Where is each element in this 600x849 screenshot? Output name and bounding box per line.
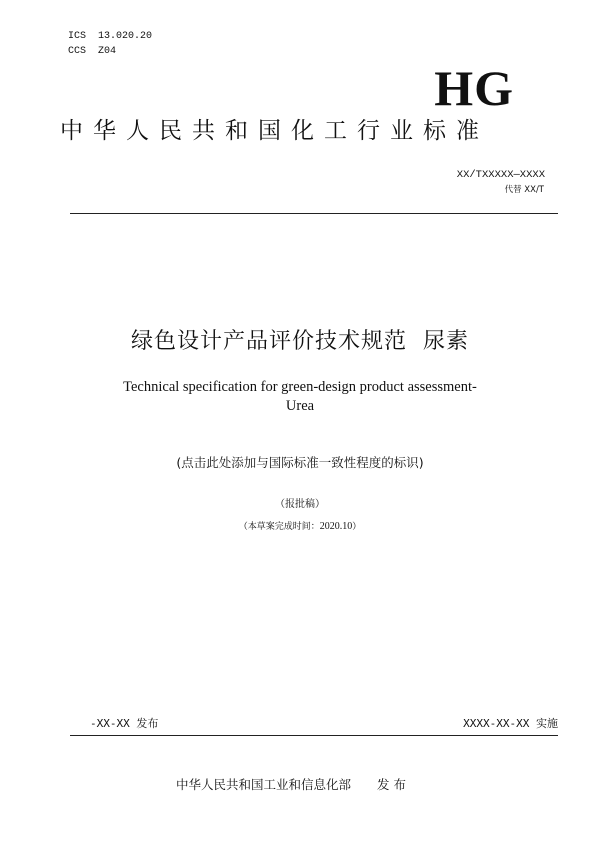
draft-stage: （报批稿）: [275, 499, 325, 510]
draft-completion-date: 2020.10: [319, 521, 353, 532]
ccs-code: CCS Z04: [68, 46, 117, 57]
issuer-name: 中华人民共和国工业和信息化部: [176, 777, 352, 792]
standard-number: XX/TXXXXX—XXXX: [456, 169, 545, 181]
footer-divider: [70, 735, 558, 736]
ics-code: ICS 13.020.20: [68, 31, 153, 42]
replaces-standard: 代替 XX/T: [504, 185, 544, 195]
draft-completion-time: [0, 520, 600, 534]
english-title-line-1: Technical specification for green-design product assessment-: [123, 379, 477, 395]
draft-completion-suffix: ）: [352, 522, 362, 532]
header-divider: [70, 213, 558, 214]
english-title-line-2: Urea: [285, 398, 315, 414]
draft-completion-prefix: （本草案完成时间：: [238, 522, 320, 532]
issuer-action: 发 布: [377, 777, 406, 792]
hg-logo: HG: [434, 60, 514, 116]
chinese-title: 绿色设计产品评价技术规范 尿素: [131, 329, 469, 354]
iso-consistency-placeholder[interactable]: (点击此处添加与国际标准一致性程度的标识): [176, 455, 424, 470]
english-title: [100, 378, 500, 416]
implementation-date: XXXX-XX-XX 实施: [463, 717, 558, 730]
issuing-authority: [176, 776, 406, 794]
issue-date: -XX-XX 发布: [90, 717, 159, 730]
standard-category-title: 中华人民共和国化工行业标准: [60, 118, 489, 144]
